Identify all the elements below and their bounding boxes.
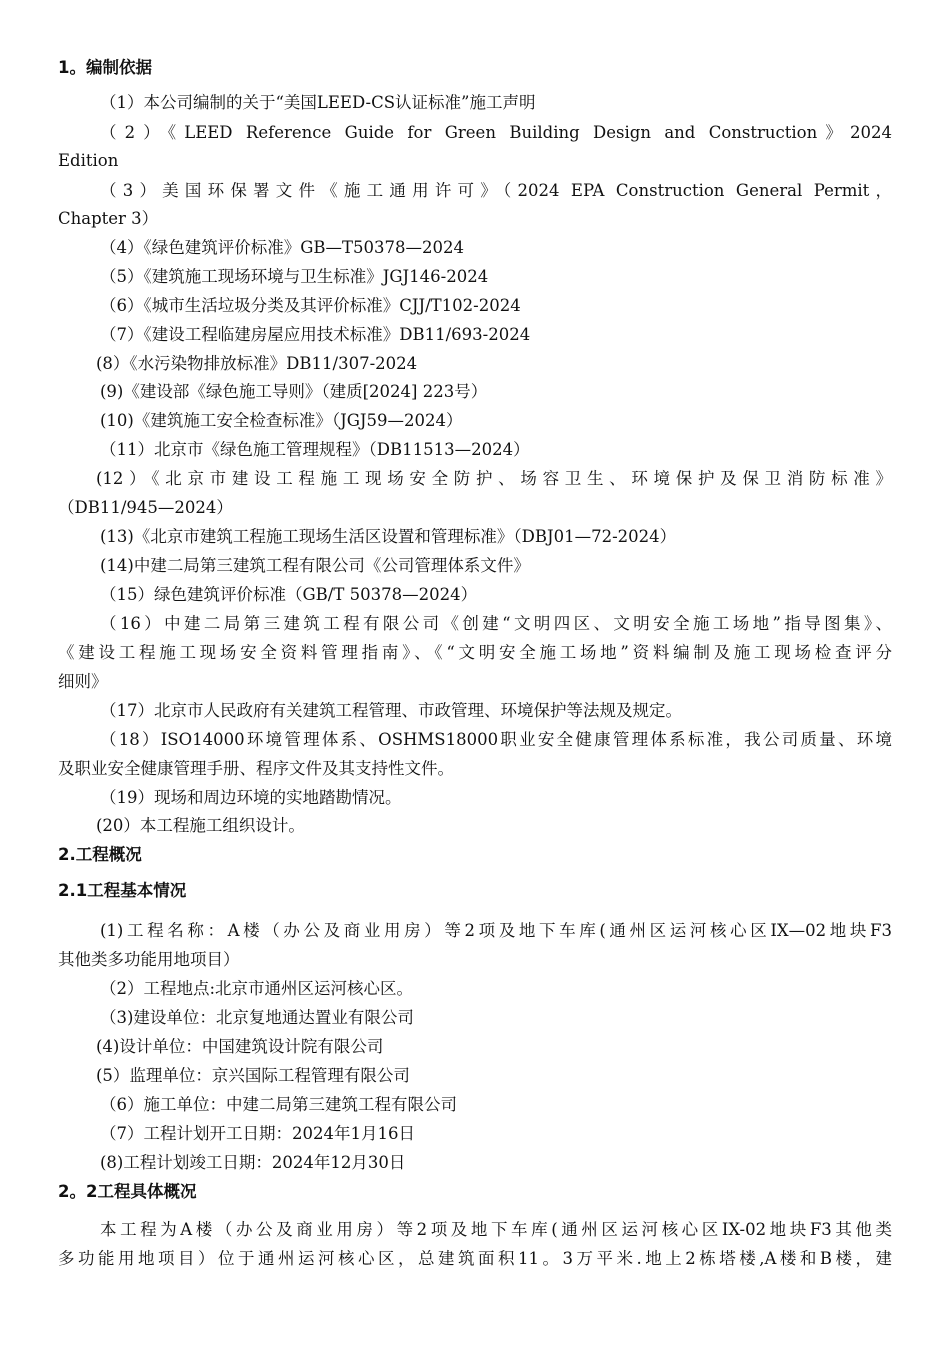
section-2-2-title: 2。2工程具体概况 — [58, 1182, 197, 1201]
basis-item-cont: 《建设工程施工现场安全资料管理指南》、《“文明安全施工场地”资料编制及施工现场检查评分 — [58, 643, 892, 662]
basic-info-item: (4)设计单位：中国建筑设计院有限公司 — [96, 1037, 384, 1056]
basis-item-cont: Chapter 3） — [58, 209, 159, 228]
section-1-title: 1。编制依据 — [58, 58, 152, 77]
basis-item: （7）《建设工程临建房屋应用技术标准》DB11/693-2024 — [100, 325, 531, 344]
basic-info-item: （7）工程计划开工日期：2024年1月16日 — [100, 1124, 415, 1143]
basis-item: （11）北京市《绿色施工管理规程》（DB11513—2024） — [100, 440, 530, 459]
basis-item-cont: （DB11/945—2024） — [58, 498, 233, 517]
basis-item: （5）《建筑施工现场环境与卫生标准》JGJ146-2024 — [100, 267, 489, 286]
basis-item: (14)中建二局第三建筑工程有限公司《公司管理体系文件》 — [100, 556, 530, 575]
basis-item: （16）中建二局第三建筑工程有限公司《创建“文明四区、文明安全施工场地”指导图集》、 — [100, 614, 892, 633]
basis-item: （17）北京市人民政府有关建筑工程管理、市政管理、环境保护等法规及规定。 — [100, 701, 682, 720]
basis-item: (8）《水污染物排放标准》DB11/307-2024 — [96, 354, 418, 373]
basis-item: （15）绿色建筑评价标准（GB/T 50378—2024） — [100, 585, 478, 604]
basis-item: （2）《LEED Reference Guide for Green Building Design and Construction》2024 — [100, 123, 892, 142]
basis-item: （1）本公司编制的关于“美国LEED-CS认证标准”施工声明 — [100, 93, 536, 112]
basic-info-item-cont: 其他类多功能用地项目） — [58, 950, 240, 969]
basis-item: (12）《北京市建设工程施工现场安全防护、场容卫生、环境保护及保卫消防标准》 — [96, 469, 892, 488]
basis-item: （18）ISO14000环境管理体系、OSHMS18000职业安全健康管理体系标准，我公司质量、环境 — [100, 730, 892, 749]
section-2-title: 2.工程概况 — [58, 845, 142, 864]
detail-paragraph-line: 本工程为A楼（办公及商业用房）等2项及地下车库(通州区运河核心区IX-02地块F3其他类 — [100, 1220, 892, 1239]
basis-item: （4）《绿色建筑评价标准》GB—T50378—2024 — [100, 238, 465, 257]
basis-item: （6）《城市生活垃圾分类及其评价标准》CJJ/T102-2024 — [100, 296, 521, 315]
basis-item-cont: Edition — [58, 151, 119, 170]
basis-item: (20）本工程施工组织设计。 — [96, 816, 305, 835]
basis-item: (10)《建筑施工安全检查标准》（JGJ59—2024） — [100, 411, 463, 430]
basic-info-item: (5）监理单位：京兴国际工程管理有限公司 — [96, 1066, 410, 1085]
detail-paragraph-line: 多功能用地项目）位于通州运河核心区，总建筑面积11。3万平米.地上2栋塔楼,A楼和B楼，建 — [58, 1249, 892, 1268]
basic-info-item: （6）施工单位：中建二局第三建筑工程有限公司 — [100, 1095, 457, 1114]
basis-item: （19）现场和周边环境的实地踏勘情况。 — [100, 788, 402, 807]
basic-info-item: （2）工程地点:北京市通州区运河核心区。 — [100, 979, 414, 998]
basis-item: (9)《建设部《绿色施工导则》（建质[2024] 223号） — [100, 382, 488, 401]
basic-info-item: （3)建设单位：北京复地通达置业有限公司 — [100, 1008, 414, 1027]
basic-info-item: (8)工程计划竣工日期：2024年12月30日 — [100, 1153, 406, 1172]
basis-item: (13)《北京市建筑工程施工现场生活区设置和管理标准》（DBJ01—72-2024） — [100, 527, 677, 546]
basis-item-cont: 及职业安全健康管理手册、程序文件及其支持性文件。 — [58, 759, 454, 778]
basis-item: （3）美国环保署文件《施工通用许可》（2024 EPA Construction General Permit， — [100, 181, 892, 200]
section-2-1-title: 2.1工程基本情况 — [58, 881, 187, 900]
basic-info-item: (1)工程名称：A楼（办公及商业用房）等2项及地下车库(通州区运河核心区IX—02地块F3 — [100, 921, 892, 940]
basis-item-cont: 细则》 — [58, 672, 108, 691]
